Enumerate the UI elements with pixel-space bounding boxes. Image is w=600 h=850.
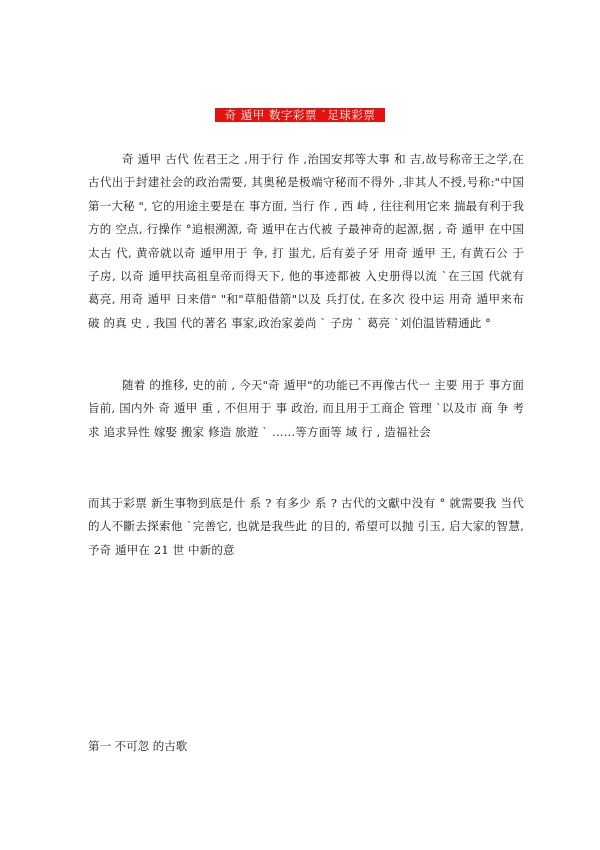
document-title: 奇 遁甲 数字彩票 `足球彩票	[215, 108, 386, 122]
paragraph-3: 而其于彩票 新生事物到底是什 系 ? 有多少 系 ? 古代的文獻中没有 ° 就需要我 当代的人不斷去探索他 `完善它, 也就是我些此 的目的, 希望可以抛 引玉, 启大家的智慧, 予奇 遁甲在 21 世 中新的意	[88, 496, 524, 557]
chapter-heading: 第一 不可忽 的古歌	[88, 739, 188, 753]
paragraph-2: 随着 的推移, 史的前 , 今天"奇 遁甲"的功能已不再像古代一 主要 用于 事方面 旨前, 国内外 奇 遁甲 重 , 不但用于 事 政治, 而且用于工商企 管理 `以及市 商 争 考 求 追求异性 嫁娶 搬家 修造 旅遊 ` ……等方面等 域 行 , 造福社会	[88, 378, 524, 439]
paragraph-1: 奇 遁甲 古代 佐君王之 ,用于行 作 ,治国安邦等大事 和 吉,故号称帝王之学,在古代出于封建社会的政治需要, 其奥秘是极端守秘而不得外 ,非其人不授,号称:"中国第一大秘 ", 它的用途主要是在 事方面, 当行 作 , 西 峙 , 往往利用它来 揣最有利于我方的 空点, 行操作 °追根溯源, 奇 遁甲在古代被 子最神奇的起源,据 , 奇 遁甲 在中国太古 代, 黄帝就以奇 遁甲用于 争, 打 蚩尤, 后有姜子牙 用奇 遁甲 王, 有黄石公 于 子房, 以奇 遁甲扶高祖皇帝而得天下, 他的事迹都被 入史册得以流 `在三国 代就有 葛亮, 用奇 遁甲 日来借" "和"草船借箭"以及 兵打仗, 在多次 役中运 用奇 遁甲来布 破 的真 史 , 我国 代的著名 事家,政治家姜尚 ` 子房 ` 葛亮 `刘伯温皆精通此 °	[88, 152, 524, 330]
title-wrap	[0, 104, 600, 123]
